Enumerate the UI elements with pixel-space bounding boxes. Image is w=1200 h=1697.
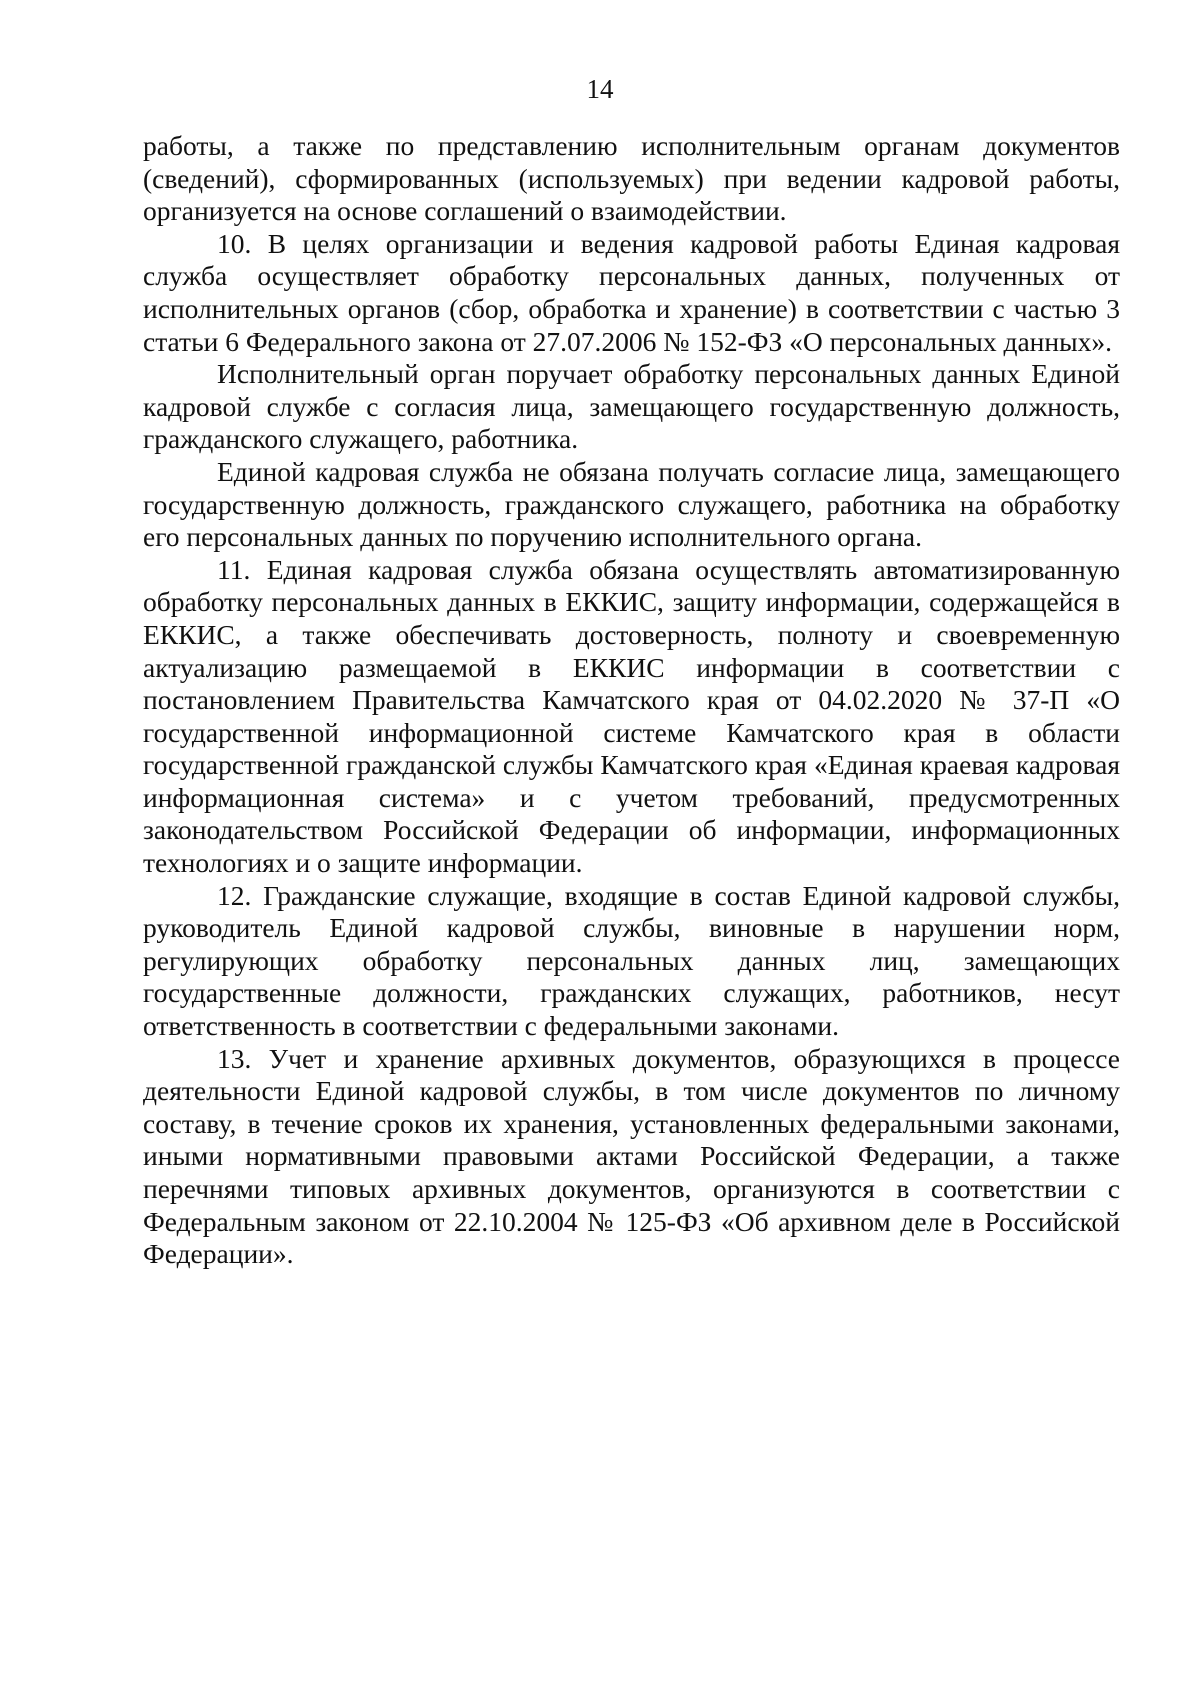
paragraph-item-13: 13. Учет и хранение архивных документов, образующихся в процессе деятельности Единой кадровой службы, в том числе документов по личному составу, в течение сроков их хранения, установленных федеральными законами, иными нормативными правовыми актами Российской Федерации, а также перечнями типовых архивных документов, организуются в соответствии с Федеральным законом от 22.10.2004 № 125-ФЗ «Об архивном деле в Российской Федерации».: [143, 1042, 1120, 1270]
paragraph-item-10: 10. В целях организации и ведения кадровой работы Единая кадровая служба осуществляет обработку персональных данных, полученных от исполнительных органов (сбор, обработка и хранение) в соответствии с частью 3 статьи 6 Федерального закона от 27.07.2006 № 152-ФЗ «О персональных данных».: [143, 227, 1120, 357]
paragraph-item-12: 12. Гражданские служащие, входящие в состав Единой кадровой службы, руководитель Единой кадровой службы, виновные в нарушении норм, регулирующих обработку персональных данных лиц, замещающих государственные должности, гражданских служащих, работников, несут ответственность в соответствии с федеральными законами.: [143, 879, 1120, 1042]
paragraph-item-11: 11. Единая кадровая служба обязана осуществлять автоматизированную обработку персональных данных в ЕККИС, защиту информации, содержащейся в ЕККИС, а также обеспечивать достоверность, полноту и своевременную актуализацию размещаемой в ЕККИС информации в соответствии с постановлением Правительства Камчатского края от 04.02.2020 № 37-П «О государственной информационной системе Камчатского края в области государственной гражданской службы Камчатского края «Единая краевая кадровая информационная система» и с учетом требований, предусмотренных законодательством Российской Федерации об информации, информационных технологиях и о защите информации.: [143, 553, 1120, 879]
paragraph-assignment: Исполнительный орган поручает обработку персональных данных Единой кадровой службе с согласия лица, замещающего государственную должность, гражданского служащего, работника.: [143, 358, 1120, 455]
document-body: [143, 130, 1120, 1271]
paragraph-consent: Единой кадровая служба не обязана получать согласие лица, замещающего государственную должность, гражданского служащего, работника на обработку его персональных данных по поручению исполнительного органа.: [143, 455, 1120, 553]
paragraph-continuation: работы, а также по представлению исполнительным органам документов (сведений), сформированных (используемых) при ведении кадровой работы, организуется на основе соглашений о взаимодействии.: [143, 130, 1120, 227]
page-number: 14: [586, 74, 614, 104]
